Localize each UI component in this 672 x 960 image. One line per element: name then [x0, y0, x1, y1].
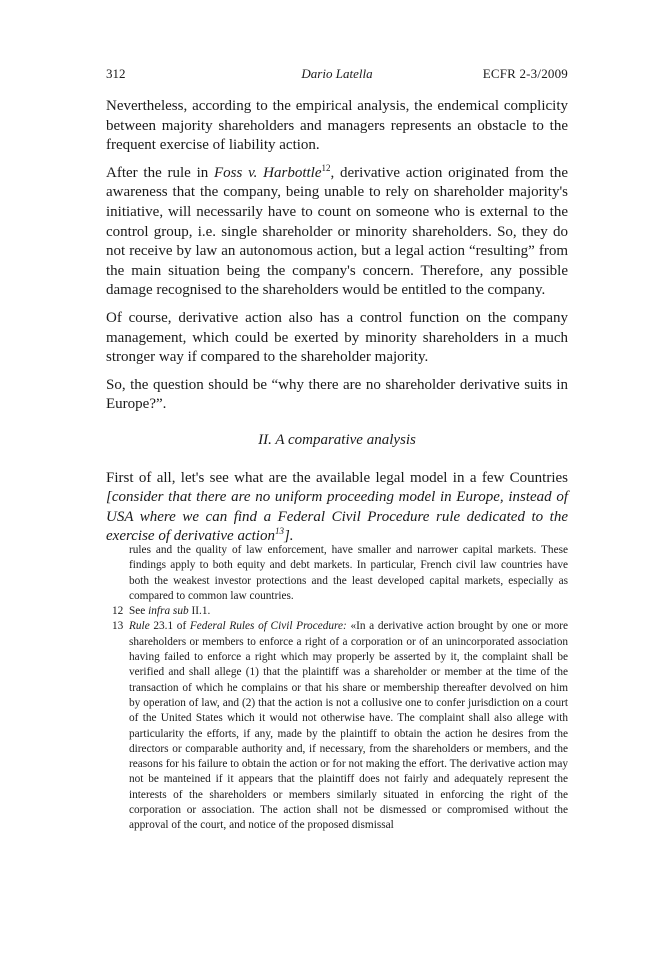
paragraph-2-before: After the rule in [106, 164, 215, 181]
footnote-12-number: 12 [112, 605, 124, 618]
footnote-12-pre: See [129, 605, 149, 618]
paragraph-2-after: , derivative action originated from the awareness that the company, being unable to rely on shareholder majority's initiative, will necessarily have to count on someone who is external to the control group, i.e. single shareholder or minority shareholders. So, they do not receive by law an autonomous action, but a legal action “resulting” from the main situation being the company's concern. Therefore, any possible damage recognised to the shareholders would be entitled to the company. [106, 164, 568, 299]
paragraph-5 [106, 469, 568, 547]
case-name: Foss v. Harbottle [214, 164, 322, 181]
footnote-continuation: rules and the quality of law enforcement, have smaller and narrower capital markets. These findings apply to both equity and debt markets. In particular, French civil law countries have both the weakest investor protections and the least developed capital markets, especially as compared to common law countries. [129, 544, 568, 602]
footnote-ref-12[interactable]: 12 [321, 162, 331, 173]
section-heading: II. A comparative analysis [258, 431, 416, 448]
running-journal: ECFR 2-3/2009 [482, 66, 568, 81]
footnote-12-italic: infra sub [148, 605, 189, 618]
page-number: 312 [106, 66, 126, 81]
footnote-12 [106, 604, 568, 619]
footnote-13-source: Federal Rules of Civil Procedure: [189, 620, 347, 633]
main-text [106, 97, 568, 555]
footnote-13 [106, 619, 568, 833]
paragraph-5-italic: [consider that there are no uniform proceeding model in Europe, instead of USA where we can find a Federal Civil Procedure rule dedicated to the exercise of derivative action [106, 489, 568, 545]
footnote-13-rule: Rule [129, 620, 150, 633]
paragraph-3: Of course, derivative action also has a control function on the company management, which could be exerted by minority shareholders in a much stronger way if compared to the shareholder majority. [106, 309, 568, 366]
footnote-12-post: II.1. [188, 605, 211, 618]
paragraph-5-end: ]. [283, 528, 294, 545]
footnote-ref-13[interactable]: 13 [274, 526, 284, 537]
running-author: Dario Latella [301, 66, 373, 81]
paragraph-5-before: First of all, let's see what are the available legal model in a few Countries [106, 469, 568, 486]
footnote-13-text: «In a derivative action brought by one or more shareholders or members to enforce a right of a corporation or of an unincorporated association having failed to enforce a right which may properly be asserted by it, the complaint shall be verified and shall allege (1) that the plaintiff was a shareholder or member at the time of the transaction of which he complains or that his share or membership thereafter devolved on him by operation of law, and (2) that the action is not a collusive one to confer jurisdiction on a court of the United States which it would not otherwise have. The complaint shall also allege with particularity the efforts, if any, made by the plaintiff to obtain the action he desires from the directors or comparable authority and, if necessary, from the shareholders or members, and the reasons for his failure to obtain the action or for not making the effort. The derivative action may not be manteined if it appears that the plaintiff does not fairly and adequately represent the interests of the shareholders or members similarly situated in enforcing the right of the corporation or association. The action shall not be dismessed or compromised without the approval of the court, and notice of the proposed dismissal [129, 620, 568, 832]
footnote-13-number: 13 [112, 620, 124, 633]
footnotes [106, 543, 568, 834]
paragraph-1: Nevertheless, according to the empirical analysis, the endemical complicity between majority shareholders and managers represents an obstacle to the frequent exercise of liability action. [106, 98, 568, 154]
footnote-13-mid: 23.1 of [149, 620, 190, 633]
paragraph-2 [106, 164, 568, 301]
paragraph-4: So, the question should be “why there are no shareholder derivative suits in Europe?”. [106, 376, 568, 413]
running-header [106, 66, 568, 86]
